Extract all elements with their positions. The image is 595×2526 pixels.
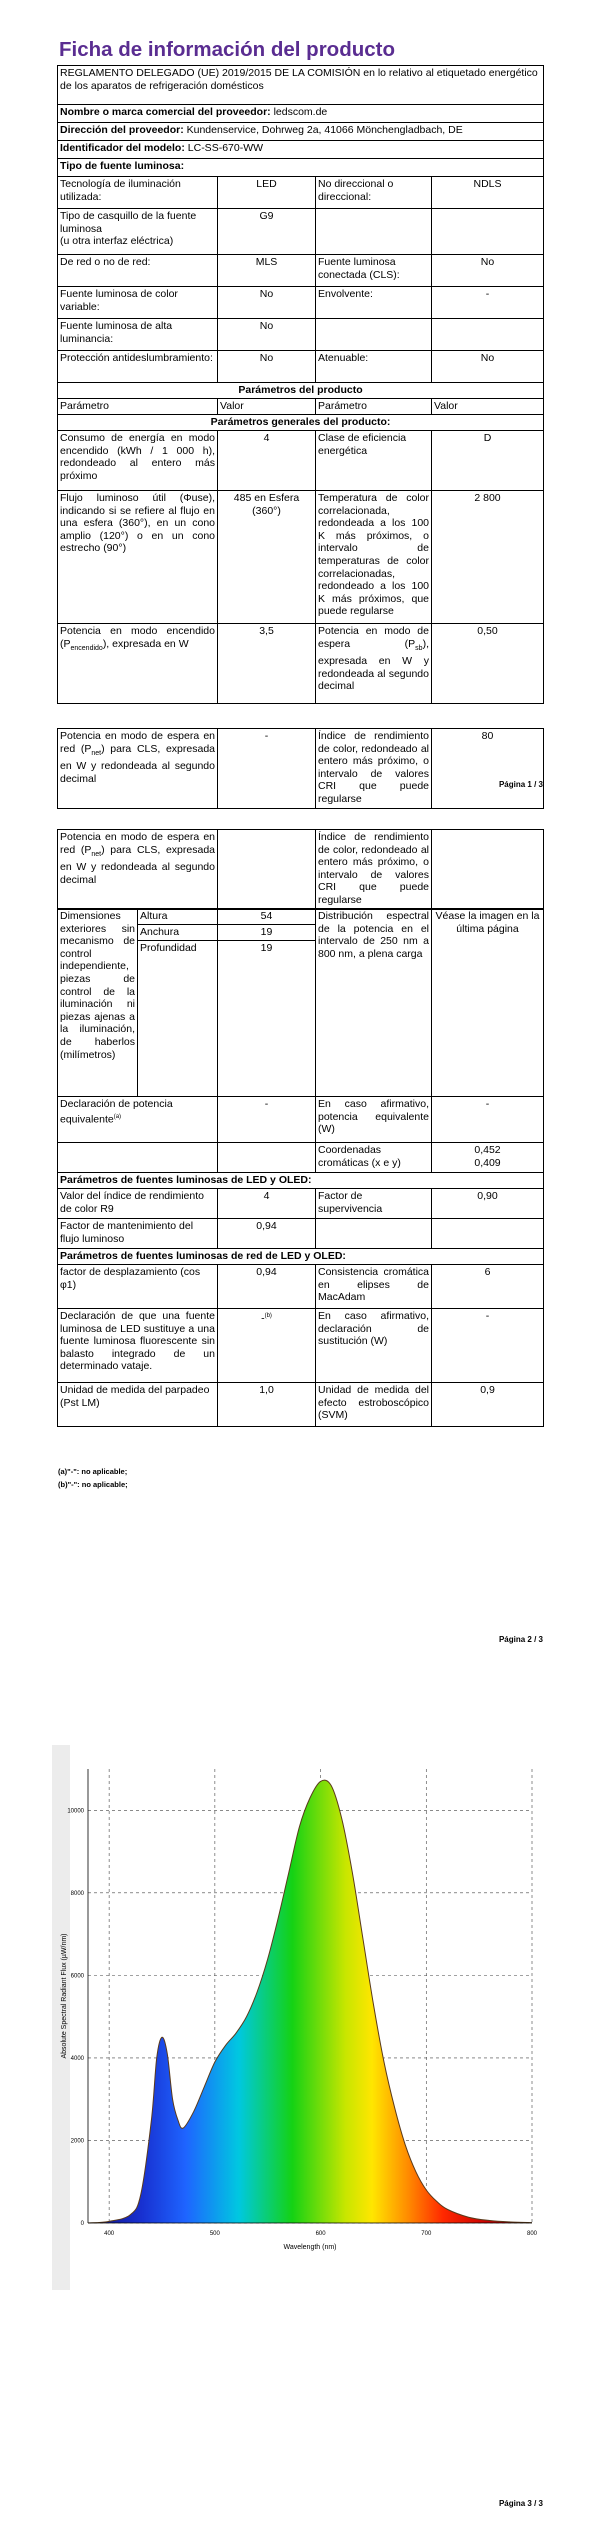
standby-power-sub: sb [415,644,423,652]
page2-cont-row [57,831,543,909]
empty-cell [218,1143,316,1173]
chromaticity-y: 0,409 [474,1156,501,1169]
x-tick-label: 700 [421,2231,432,2237]
network-standby-text-end: ) para CLS, expresada en W y redondeada al segundo decimal [60,742,215,785]
col-value-header: Valor [432,399,544,415]
replacement-claim-value: - [432,1309,544,1383]
cap-type-label [58,209,218,255]
y-tick-label: 2000 [70,2138,84,2145]
width-label: Anchura [138,925,218,941]
cls-value: No [432,255,544,287]
network-standby-label [58,729,218,809]
spectral-power-chart [52,1745,550,2290]
footnote-b: (b)"-": no aplicable; [58,1480,128,1489]
fluorescent-replacement-value [218,1309,316,1383]
network-standby-sub: net [91,850,102,858]
empty-cell [58,1143,218,1173]
lumen-maintenance-label: Factor de mantenimiento del flujo luminoso [58,1219,218,1249]
on-mode-power-sub: encendido [70,644,103,652]
envelope-label: Envolvente: [316,287,432,319]
network-standby-row [57,728,544,809]
on-mode-power-value: 3,5 [218,624,316,704]
empty-cell [316,1219,432,1249]
stroboscopic-metric-value: 0,9 [432,1383,544,1427]
network-standby-value: - [218,729,316,809]
dimmable-label: Atenuable: [316,351,432,383]
equivalent-power-text: Declaración de potencia equivalente [60,1098,173,1126]
y-tick-label: 8000 [70,1890,84,1897]
footnote-a: (a)"-": no aplicable; [58,1467,128,1476]
network-standby-text: Potencia en modo de espera en red (P [60,831,215,856]
cap-type-value: G9 [218,209,316,255]
network-standby-value [218,830,316,910]
address-row [58,123,544,141]
fluorescent-replacement-label: Declaración de que una fuente luminosa de LED sustituye a una fuente luminosa fluorescente sin balasto integrado de un determinado vataje. [58,1309,218,1383]
directional-label: No direccional o direccional: [316,177,432,209]
survival-factor-label: Factor de supervivencia [316,1189,432,1219]
col-param-header: Parámetro [316,399,432,415]
cls-label: Fuente luminosa conectada (CLS): [316,255,432,287]
luminous-flux-value: 485 en Esfera (360°) [218,491,316,624]
led-params-header: Parámetros de fuentes luminosas de LED y OLED: [58,1173,544,1189]
width-value: 19 [218,925,316,941]
anti-glare-value: No [218,351,316,383]
y-tick-label: 0 [80,2221,84,2227]
replacement-claim-label: En caso afirmativo, declaración de sustitución (W) [316,1309,432,1383]
lumen-maintenance-value: 0,94 [218,1219,316,1249]
footnote-ref-a: (a) [113,1113,122,1120]
high-luminance-value: No [218,319,316,351]
empty-cell [432,319,544,351]
network-standby-sub: net [91,749,102,757]
on-mode-power-text: Potencia en modo encendido (P [60,625,215,650]
x-tick-label: 800 [526,2231,538,2237]
x-axis-label: Wavelength (nm) [283,2244,337,2251]
y-tick-label: 6000 [70,1973,84,1980]
cct-value: 2 800 [432,491,544,624]
energy-consumption-label: Consumo de energía en modo encendido (kWh / 1 000 h), redondeado al entero más próximo [58,431,218,491]
height-value: 54 [218,909,316,925]
stroboscopic-metric-label: Unidad de medida del efecto estroboscópico (SVM) [316,1383,432,1427]
luminous-flux-label: Flujo luminoso útil (Φuse), indicando si se refiere al flujo en una esfera (360°), en un cono amplio (120°) o en un cono estrecho (90°) [58,491,218,624]
model-value: LC-SS-670-WW [187,142,264,154]
footnote-ref-b: (b) [264,1313,272,1319]
colour-consistency-label: Consistencia cromática en elipses de MacAdam [316,1265,432,1309]
survival-factor-value: 0,90 [432,1189,544,1219]
mains-value: MLS [218,255,316,287]
page-2 [0,831,595,1655]
spectral-distribution-value: Véase la imagen en la última página [432,909,544,1097]
envelope-value: - [432,287,544,319]
r9-label: Valor del índice de rendimiento de color R9 [58,1189,218,1219]
page-3 [0,1705,595,2526]
address-label: Dirección del proveedor: [60,124,184,136]
light-source-type-label: Tipo de fuente luminosa: [58,159,544,177]
page-number: Página 2 / 3 [498,1635,543,1644]
standby-power-text: Potencia en modo de espera (P [318,625,429,650]
displacement-factor-value: 0,94 [218,1265,316,1309]
regulation-text: REGLAMENTO DELEGADO (UE) 2019/2015 DE LA COMISIÓN en lo relativo al etiquetado energético de los aparatos de refrigeración domésticos [58,66,544,105]
x-tick-label: 500 [209,2231,220,2237]
equivalent-power-w-value: - [432,1097,544,1143]
depth-value: 19 [218,941,316,1097]
col-value-header: Valor [218,399,316,415]
flicker-metric-value: 1,0 [218,1383,316,1427]
energy-consumption-value: 4 [218,431,316,491]
product-info-table-2 [57,908,544,1427]
empty-cell [432,209,544,255]
equivalent-power-w-label: En caso afirmativo, potencia equivalente (W) [316,1097,432,1143]
spectral-distribution-label: Distribución espectral de la potencia en el intervalo de 250 nm a 800 nm, a plena carga [316,909,432,1097]
mains-label: De red o no de red: [58,255,218,287]
empty-cell [316,209,432,255]
empty-cell [316,319,432,351]
network-standby-text: Potencia en modo de espera en red (P [60,730,215,755]
chromaticity-value [432,1143,544,1173]
address-value: Kundenservice, Dohrweg 2a, 41066 Mönchengladbach, DE [186,124,463,136]
mains-led-params-header: Parámetros de fuentes luminosas de red de LED y OLED: [58,1249,544,1265]
chromaticity-x: 0,452 [474,1144,501,1156]
y-axis-label: Absolute Spectral Radiant Flux (µW/nm) [61,1933,68,2059]
col-param-header: Parámetro [58,399,218,415]
network-standby-row-cont [57,829,544,910]
displacement-factor-label: factor de desplazamiento (cos φ1) [58,1265,218,1309]
supplier-row [58,105,544,123]
network-standby-text-end: ) para CLS, expresada en W y redondeada al segundo decimal [60,843,215,886]
page-title: Ficha de información del producto [59,38,395,61]
high-luminance-label: Fuente luminosa de alta luminancia: [58,319,218,351]
anti-glare-label: Protección antideslumbramiento: [58,351,218,383]
model-row [58,141,544,159]
x-tick-label: 600 [315,2231,326,2237]
color-tunable-label: Fuente luminosa de color variable: [58,287,218,319]
cap-type-label-sub: (u otra interfaz eléctrica) [60,235,174,248]
cap-type-label-main: Tipo de casquillo de la fuente luminosa [60,210,197,235]
cri-value [432,830,544,910]
equivalent-power-label [58,1097,218,1143]
color-tunable-value: No [218,287,316,319]
on-mode-power-label [58,624,218,704]
y-tick-label: 10000 [67,1808,84,1815]
equivalent-power-value: - [218,1097,316,1143]
standby-power-value: 0,50 [432,624,544,704]
page-number: Página 3 / 3 [498,2499,543,2508]
fluorescent-replacement-dash: - [261,1312,265,1325]
empty-cell [432,1219,544,1249]
standby-power-text-end: ), expresada en W y redondeada al segundo decimal [318,637,429,693]
dimmable-value: No [432,351,544,383]
colour-consistency-value: 6 [432,1265,544,1309]
on-mode-power-text-end: ), expresada en W [102,637,189,650]
standby-power-label [316,624,432,704]
cri-label: Índice de rendimiento de color, redondeado al entero más próximo, o intervalo de valores CRI que puede regularse [316,830,432,910]
page-number: Página 1 / 3 [498,780,543,789]
supplier-label: Nombre o marca comercial del proveedor: [60,106,271,118]
dimensions-label: Dimensiones exteriores sin mecanismo de control independiente, piezas de control de la iluminación ni piezas ajenas a la iluminación, de haberlos (milímetros) [58,909,138,1097]
x-tick-label: 400 [104,2231,115,2237]
general-params-header: Parámetros generales del producto: [58,415,544,431]
technology-value: LED [218,177,316,209]
cri-value: 80 [432,729,544,809]
technology-label: Tecnología de iluminación utilizada: [58,177,218,209]
model-label: Identificador del modelo: [60,142,185,154]
product-info-table [57,65,544,704]
network-standby-label [58,830,218,910]
cri-label: Índice de rendimiento de color, redondeado al entero más próximo, o intervalo de valores CRI que puede regularse [316,729,432,809]
page-1 [0,0,595,805]
product-params-header: Parámetros del producto [58,383,544,399]
efficiency-class-label: Clase de eficiencia energética [316,431,432,491]
efficiency-class-value: D [432,431,544,491]
chromaticity-label: Coordenadas cromáticas (x e y) [316,1143,432,1173]
supplier-value: ledscom.de [273,106,328,118]
flicker-metric-label: Unidad de medida del parpadeo (Pst LM) [58,1383,218,1427]
height-label: Altura [138,909,218,925]
depth-label: Profundidad [138,941,218,1097]
cct-label: Temperatura de color correlacionada, redondeada a los 100 K más próximos, o intervalo de temperaturas de color correlacionadas, redondeado a los 100 K más próximos, que puede regularse [316,491,432,624]
r9-value: 4 [218,1189,316,1219]
y-tick-label: 4000 [70,2055,84,2062]
directional-value: NDLS [432,177,544,209]
